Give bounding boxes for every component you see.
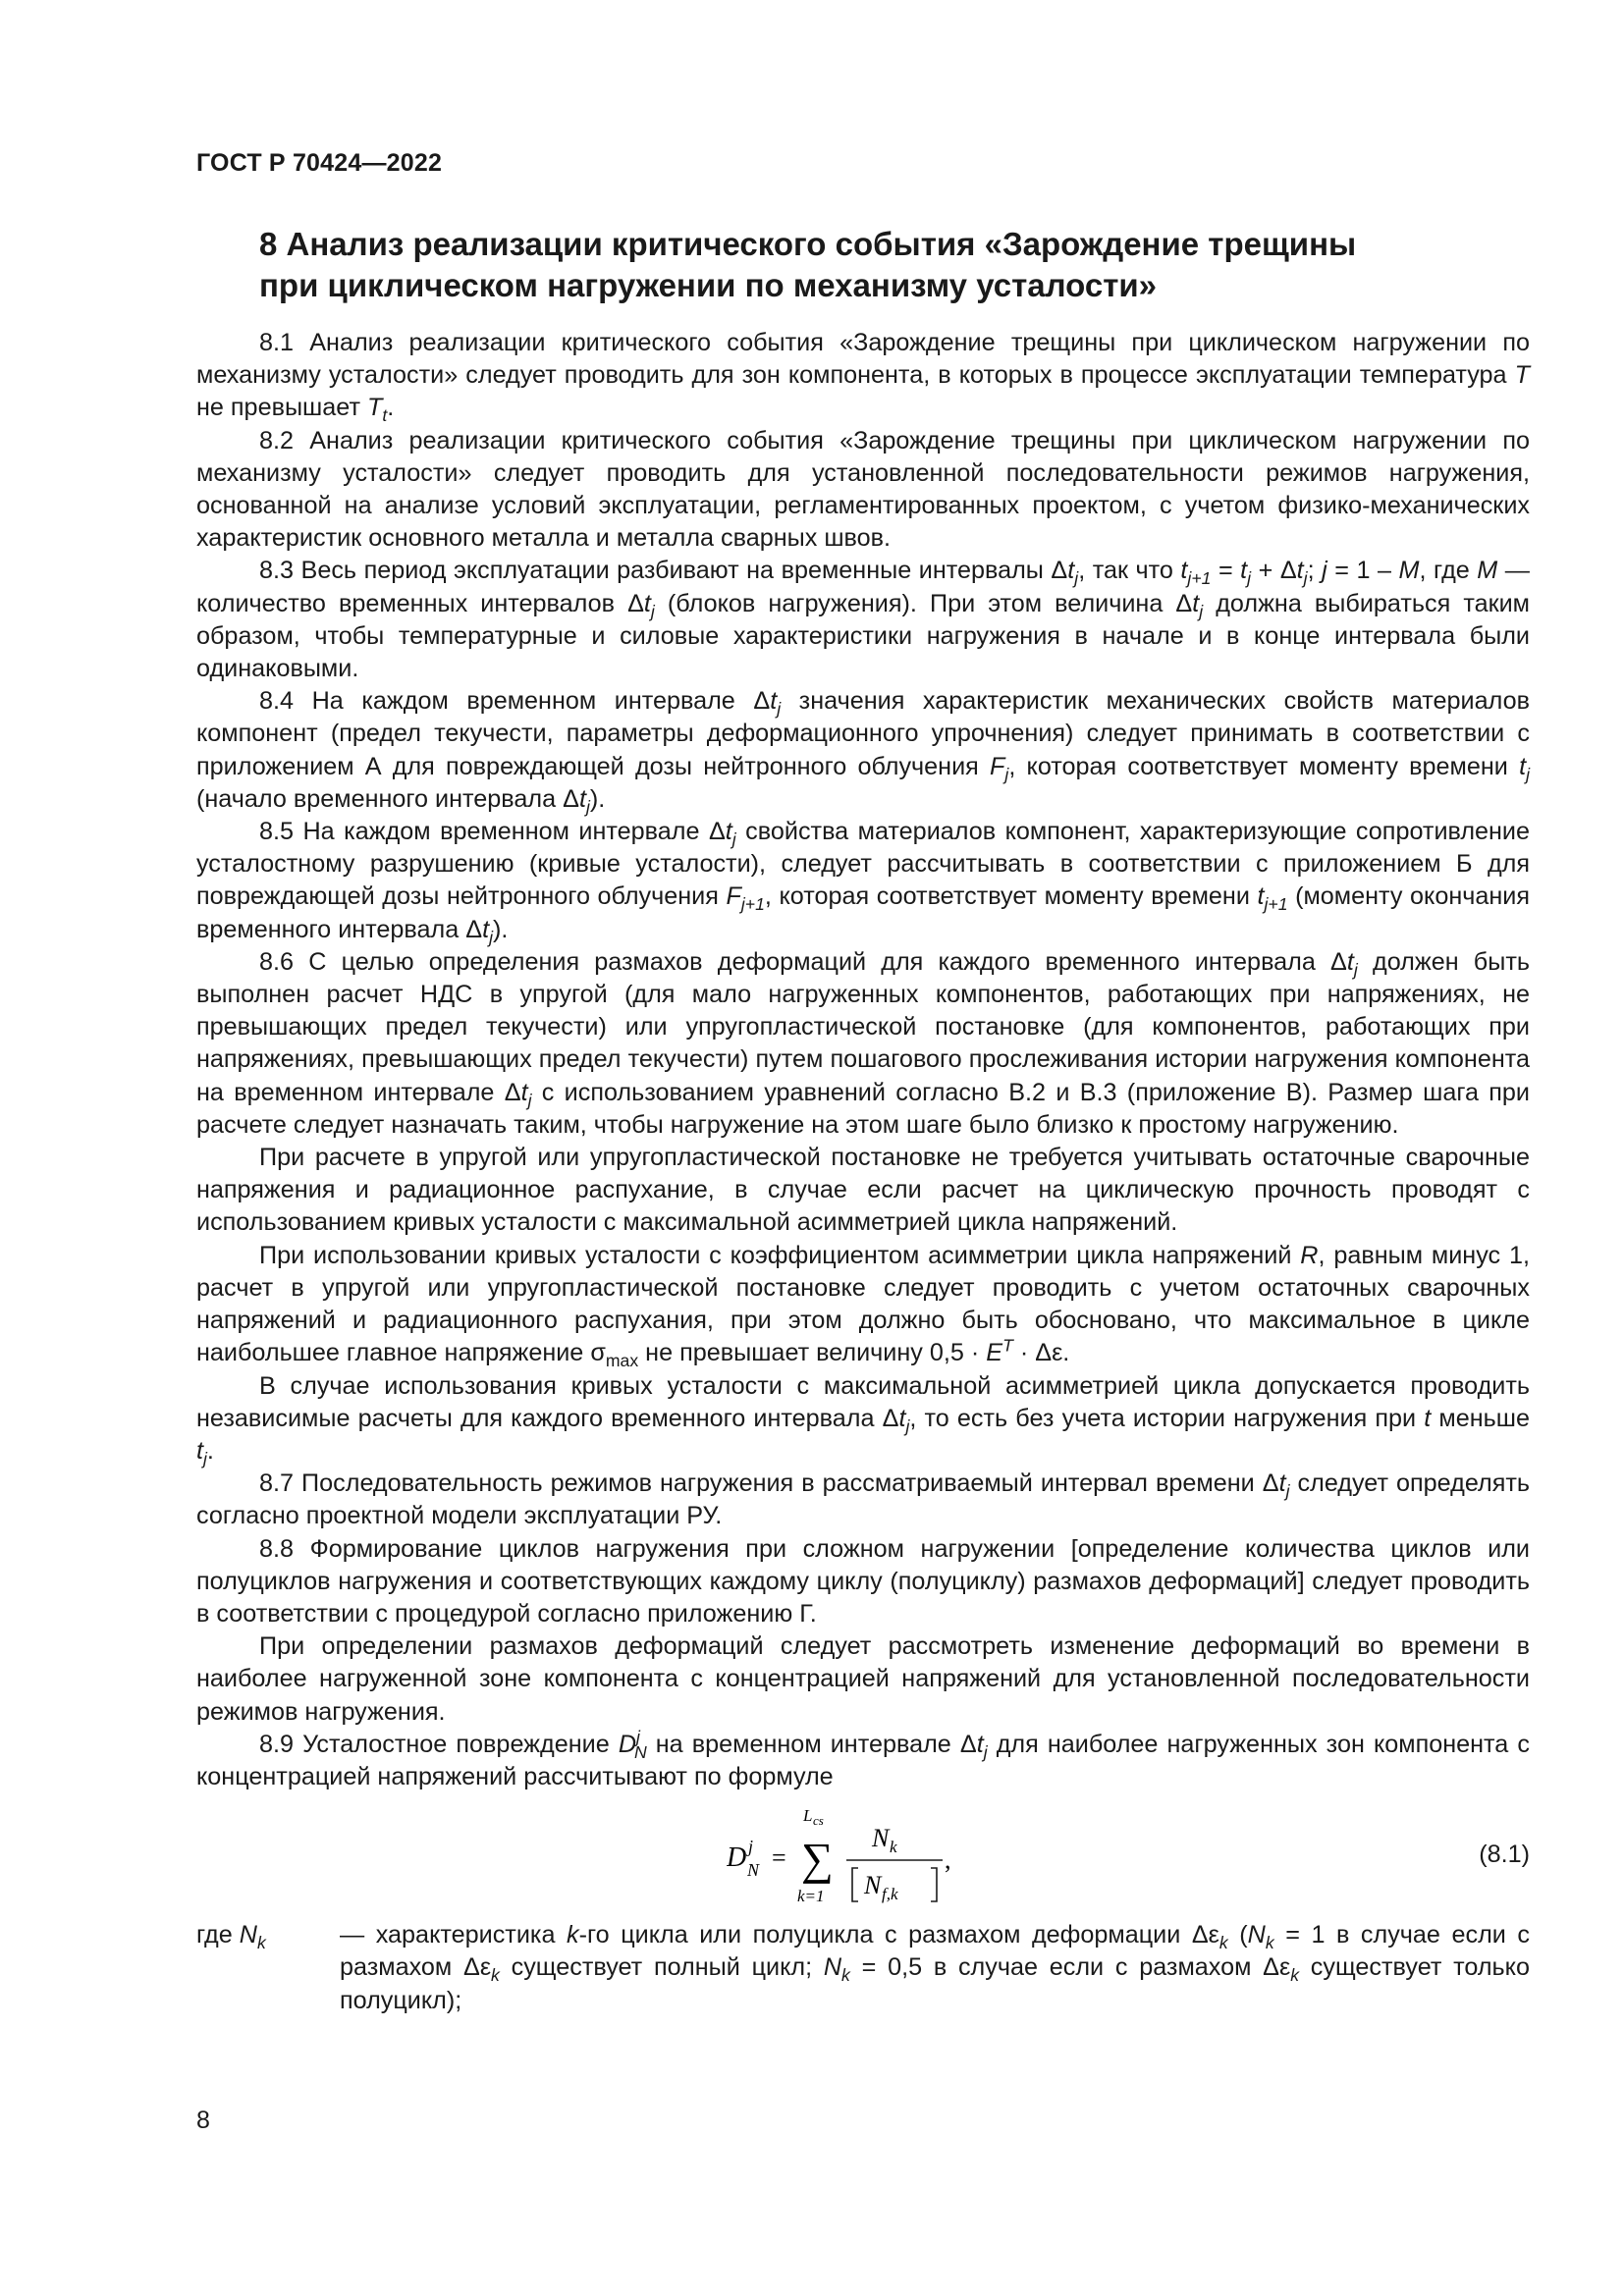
paragraph-8-8: 8.8 Формирование циклов нагружения при сложном нагружении [определение количества циклов или полуциклов нагружения и соответствующих каждому циклу (полуциклу) размахов деформаций] следует проводить в соответствии с процедурой согласно приложению Г. (196, 1534, 1530, 1628)
paragraph-independent-calc: В случае использования кривых усталости с максимальной асимметрией цикла допускается проводить независимые расчеты для каждого временного интервала $\Delta t_j$, то есть без учета истории нагружения при t меньше $t_j$. (196, 1371, 1530, 1468)
paragraph-8-4: 8.4 На каждом временном интервале $\Delta t_j$ значения характеристик механических свойств материалов компонент (предел текучести, параметры деформационного упрочнения) следует принимать в соответствии с приложением А для повреждающей дозы нейтронного облучения $F_j$, которая соответствует моменту времени $t_j$ (начало временного интервала $\Delta t_j$). (196, 687, 1531, 817)
section-title-line: при циклическом нагружении по механизму усталости» (259, 267, 1157, 303)
paragraph-8-2: 8.2 Анализ реализации критического события «Зарождение трещины при циклическом нагружении по механизму усталости» следует проводить для установленной последовательности режимов нагружения, основанной на анализе условий эксплуатации, регламентированных проектом, с учетом физико-механических характеристик основного металла и металла сварных швов. (196, 426, 1530, 553)
formula-upper-limit: L (803, 1806, 813, 1826)
section-title-line: 8 Анализ реализации критического события «Зарождение трещины (259, 226, 1357, 262)
formula-lhs-d: D (727, 1842, 747, 1874)
formula-legend (196, 1919, 1530, 2017)
formula-sum-sign: ∑ (801, 1834, 834, 1885)
legend-label: где $N_k$ (196, 1921, 266, 1953)
page-number: 8 (196, 2107, 210, 2134)
paragraph-8-9: 8.9 Усталостное повреждение $D^j_N$ на временном интервале $\Delta t_j$ для наиболее нагруженных зон компонента с концентрацией напряжений рассчитывают по формуле (196, 1727, 1530, 1790)
legend-text: — характеристика k-го цикла или полуцикла с размахом деформации $\Delta\varepsilon_k$ ($N_k = 1$ в случае если с размахом $\Delta\varepsilon_k$ существует полный цикл; $N_k = 0,5$ в случае если с размахом $\Delta\varepsilon_k$ существует только полуцикл); (340, 1921, 1530, 2014)
formula-lhs-sup: j (748, 1837, 754, 1857)
formula-lhs-sub: N (747, 1860, 760, 1881)
section-title (259, 224, 1437, 306)
formula-svg (727, 1805, 982, 1911)
paragraph-8-7: 8.7 Последовательность режимов нагружения в рассматриваемый интервал времени $\Delta t_j$ следует определять согласно проектной модели эксплуатации РУ. (196, 1469, 1530, 1530)
formula-8-1 (196, 1803, 1530, 1913)
paragraph-8-5: 8.5 На каждом временном интервале $\Delta t_j$ свойства материалов компонент, характеризующие сопротивление усталостному разрушению (кривые усталости), следует рассчитывать в соответствии с приложением Б для повреждающей дозы нейтронного облучения $F_{j+1}$, которая соответствует моменту времени $t_{j+1}$ (моменту окончания временного интервала $\Delta t_j$). (196, 818, 1531, 947)
document-body (196, 327, 1530, 2017)
paragraph-strain-ranges: При определении размахов деформаций следует рассмотреть изменение деформаций во времени в наиболее нагруженной зоне компонента с концентрацией напряжений для установленной последовательности режимов нагружения. (196, 1632, 1530, 1726)
paragraph-8-3: 8.3 Весь период эксплуатации разбивают на временные интервалы $\Delta t_j$, так что $t_{j+1} = t_j + \Delta t_j$; j = 1 – M, где M — количество временных интервалов $\Delta t_j$ (блоков нагружения). При этом величина $\Delta t_j$ должна выбираться таким образом, чтобы температурные и силовые характеристики нагружения в начале и в конце интервала были одинаковыми. (196, 557, 1530, 683)
ceil-bracket-left (852, 1868, 858, 1901)
paragraph-residual-stress: При расчете в упругой или упругопластической постановке не требуется учитывать остаточные сварочные напряжения и радиационное распухание, в случае если расчет на циклическую прочность проводят с использованием кривых усталости с максимальной асимметрией цикла напряжений. (196, 1144, 1530, 1237)
document-code: ГОСТ Р 70424—2022 (196, 149, 443, 177)
paragraph-8-6: 8.6 С целью определения размахов деформаций для каждого временного интервала $\Delta t_j$ должен быть выполнен расчет НДС в упругой (для мало нагруженных компонентов, работающих при напряжениях, не превышающих предел текучести) или упругопластической постановке (для компонентов, работающих при напряжениях, превышающих предел текучести) путем пошагового прослеживания истории нагружения компонента на временном интервале $\Delta t_j$ с использованием уравнений согласно В.2 и В.3 (приложение В). Размер шага при расчете следует назначать таким, чтобы нагружение на этом шаге было близко к простому нагружению. (196, 947, 1530, 1139)
formula-denominator: N (864, 1871, 882, 1900)
formula-denominator-sub: f,k (882, 1885, 898, 1904)
formula-comma: , (945, 1845, 951, 1875)
formula-numerator-sub: k (890, 1838, 897, 1857)
formula-equals: = (772, 1843, 786, 1873)
formula-number: (8.1) (1479, 1841, 1530, 1869)
formula-lower-limit: k=1 (797, 1887, 825, 1906)
paragraph-8-1: 8.1 Анализ реализации критического события «Зарождение трещины при циклическом нагружении по механизму усталости» следует проводить для зон компонента, в которых в процессе эксплуатации температура T не превышает $T_t$. (196, 329, 1530, 426)
paragraph-asymmetry: При использовании кривых усталости с коэффициентом асимметрии цикла напряжений R, равным минус 1, расчет в упругой или упругопластической постановке следует проводить с учетом остаточных сварочных напряжений и радиационного распухания, при этом должно быть обосновано, что максимальное в цикле наибольшее главное напряжение $\sigma_{max}$ не превышает величину $0,5 \cdot E^T \cdot \Delta\varepsilon$. (196, 1241, 1530, 1371)
formula-upper-limit-sub: cs (813, 1813, 824, 1829)
formula-numerator: N (872, 1824, 890, 1853)
ceil-bracket-right (931, 1868, 937, 1901)
